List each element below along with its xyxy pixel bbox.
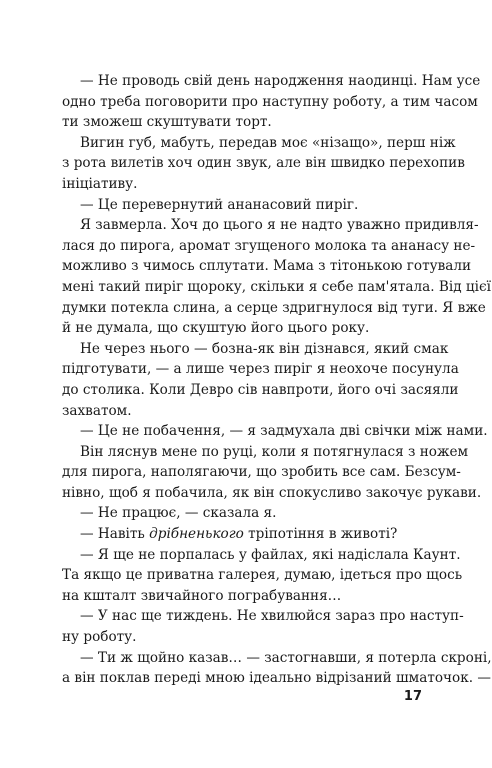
text-line: думки потекла слина, а серце здригнулося від туги. Я вже — [62, 299, 486, 316]
text-line: — Це не побачення, — я задмухала дві свічки між нами. — [80, 423, 488, 440]
text-line: ініціативу. — [62, 175, 138, 192]
text-line: Не через нього — бозна-як він дізнався, який смак — [80, 340, 449, 357]
text-line: підготувати, — а лише через пиріг я неохоче посунула — [62, 361, 459, 378]
text-line: Вигин губ, мабуть, передав моє «нізащо», перш ніж — [80, 134, 456, 151]
text-line: — Ти ж щойно казав… — застогнавши, я потерла скроні, — [80, 649, 492, 666]
text-line: захватом. — [62, 402, 132, 419]
text-line: — У нас ще тиждень. Не хвилюйся зараз про наступ- — [80, 608, 464, 625]
text-line: — Я ще не порпалась у файлах, які надіслала Каунт. — [80, 546, 461, 563]
italic-emphasis: дрібненького — [149, 526, 244, 543]
text-line: нівно, щоб я побачила, як він спокусливо закочує рукави. — [62, 484, 482, 501]
text-line: — Не працює, — сказала я. — [80, 505, 277, 522]
text-line: Він ляснув мене по руці, коли я потягнулася з ножем — [80, 443, 469, 460]
text-line: для пирога, наполягаючи, що зробить все сам. Безсум- — [62, 464, 461, 481]
text-fragment: тріпотіння в животі? — [243, 526, 398, 543]
text-line: — Не проводь свій день народження наодинці. Нам усе — [80, 73, 481, 89]
text-line: ну роботу. — [62, 629, 137, 646]
text-line: Я завмерла. Хоч до цього я не надто уважно придивля- — [80, 217, 479, 234]
page-number: 17 — [403, 689, 422, 704]
text-line: одно треба поговорити про наступну роботу, а тим часом — [62, 93, 478, 110]
text-line: до столика. Коли Деврo сів навпроти, його очі засяяли — [62, 381, 459, 398]
text-line: — Це перевернутий ананасовий пиріг. — [80, 196, 359, 213]
text-line: можливо з чимось сплутати. Мама з тітонькою готували — [62, 258, 472, 275]
text-line: з рота вилетів хоч один звук, але він швидко перехопив — [62, 155, 465, 172]
body-text — [62, 71, 492, 689]
text-line: а він поклав переді мною ідеально відрізаний шматочок. — — [62, 670, 491, 687]
text-line: мені такий пиріг щороку, скільки я себе пам'ятала. Від цієї — [62, 278, 491, 295]
text-line — [62, 524, 422, 545]
text-line: й не думала, що скуштую його цього року. — [62, 320, 370, 337]
text-line: лася до пирога, аромат згущеного молока та ананасу не- — [62, 237, 476, 254]
text-line: на кшталт звичайного пограбування… — [62, 587, 342, 604]
text-line: ти зможеш скуштувати торт. — [62, 114, 272, 131]
text-line: Та якщо це приватна галерея, думаю, ідеться про щось — [62, 567, 463, 584]
text-fragment: — Навіть — [80, 526, 150, 543]
